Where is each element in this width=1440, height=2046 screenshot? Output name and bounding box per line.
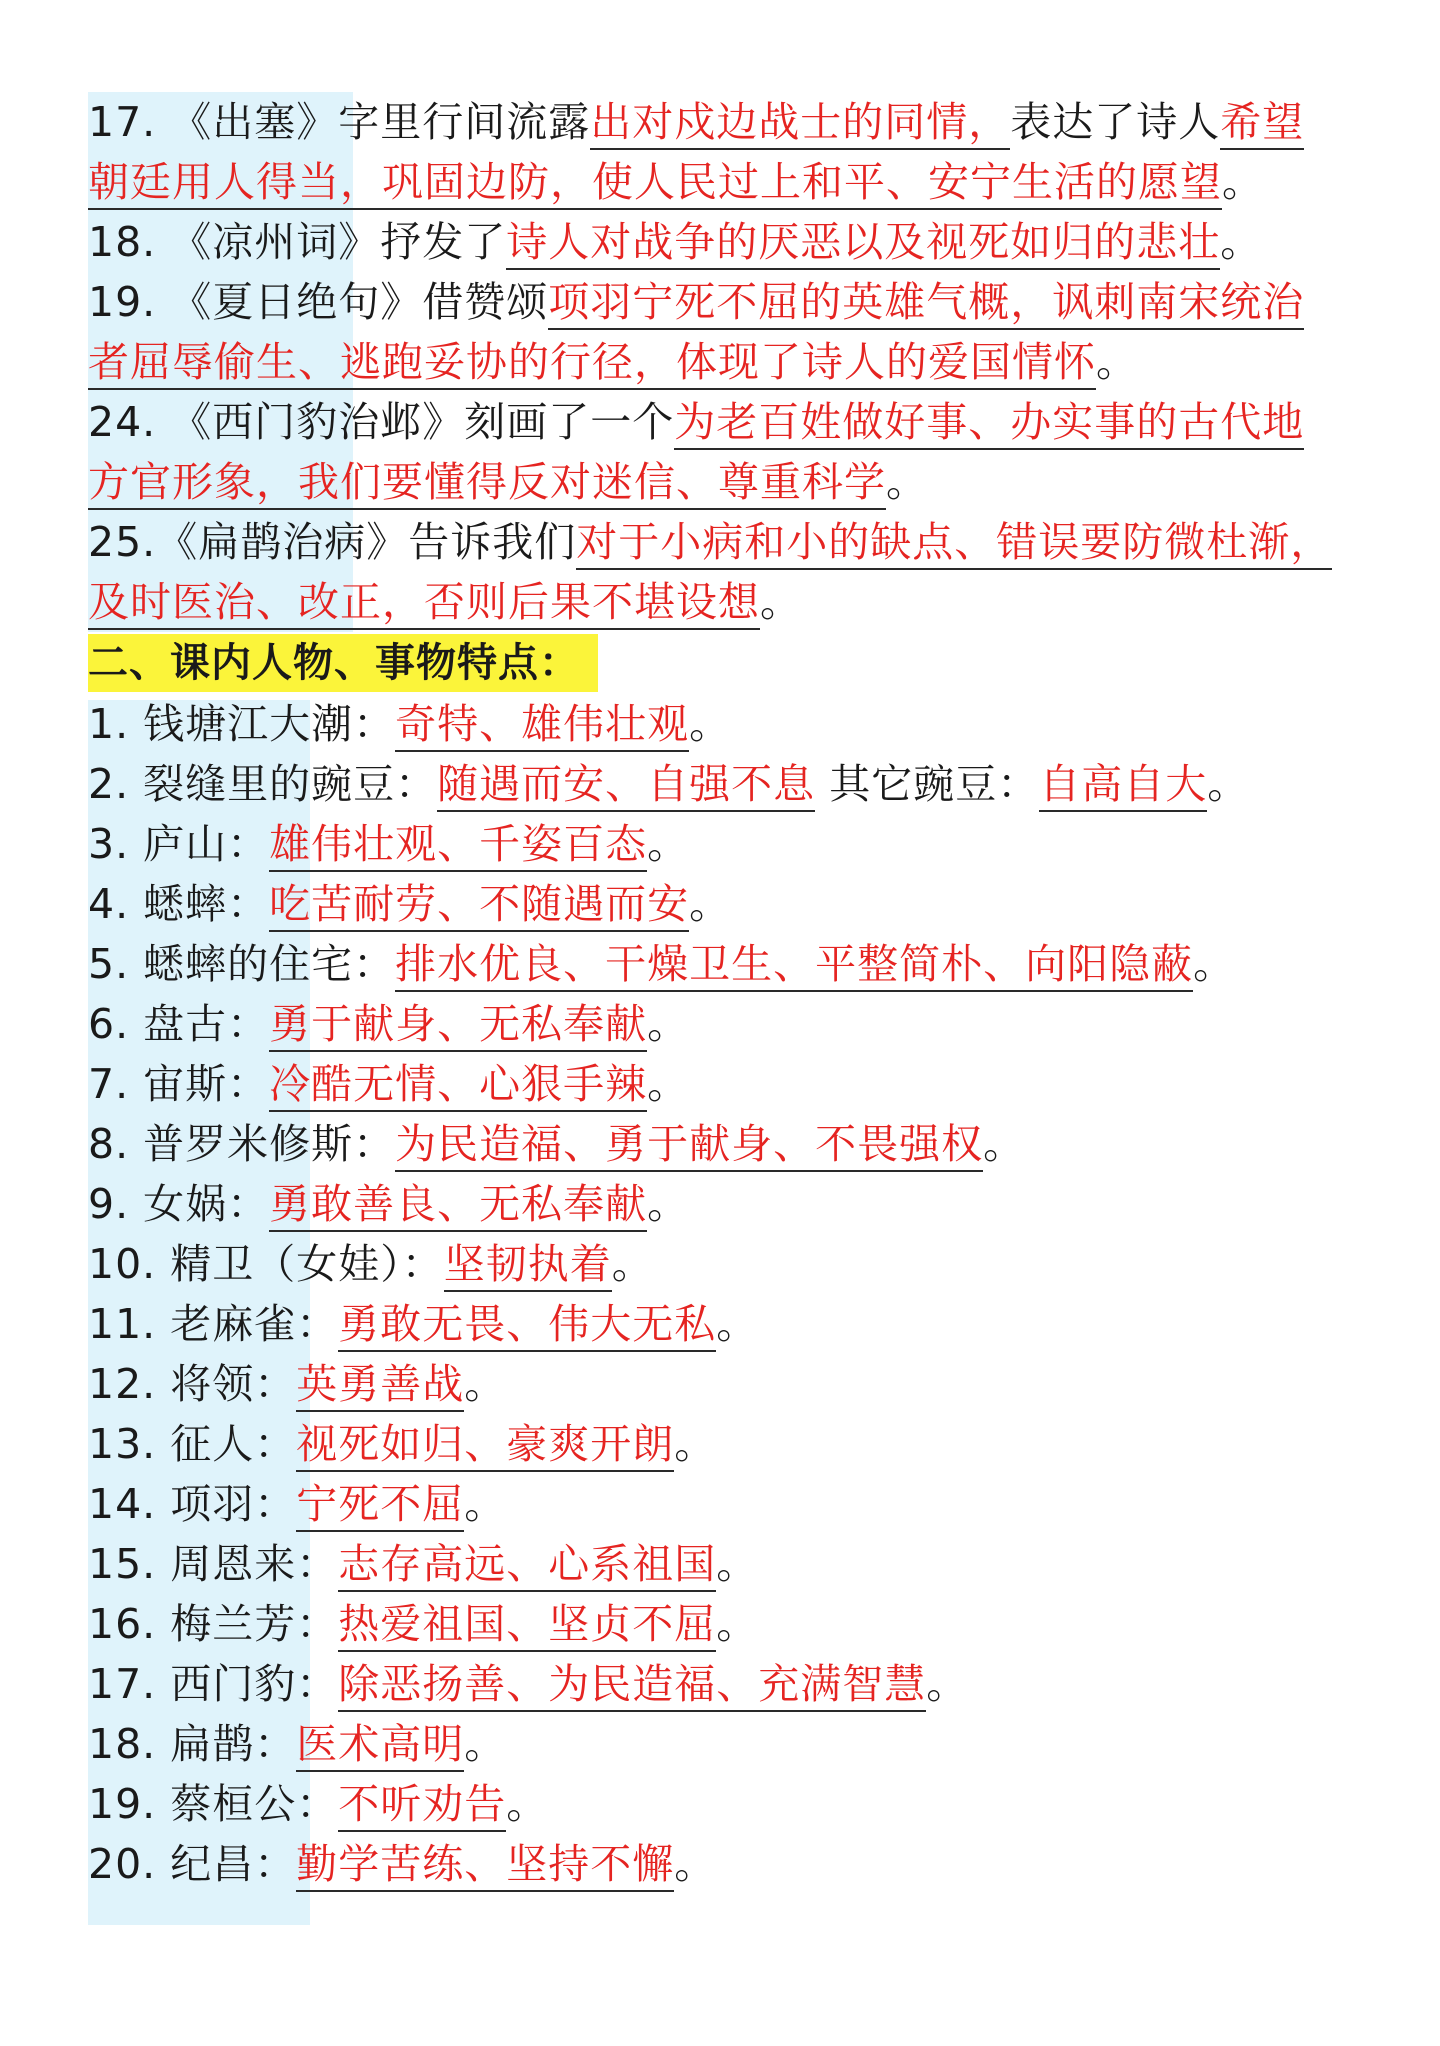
item-number: 13. <box>88 1420 157 1468</box>
item-label: 庐山： <box>143 820 270 868</box>
item-number: 5. <box>88 940 130 988</box>
item-25-line1: 25.《扁鹊治病》告诉我们对于小病和小的缺点、错误要防微杜渐， <box>88 512 1368 572</box>
period: 。 <box>716 1600 759 1648</box>
answer: 排水优良、干燥卫生、平整简朴、向阳隐蔽 <box>395 940 1193 992</box>
list-item <box>88 994 1368 1054</box>
answer: 勇于献身、无私奉献 <box>269 1000 647 1052</box>
period: 。 <box>926 1660 969 1708</box>
item-label: 其它豌豆： <box>829 760 1040 808</box>
characteristics-list <box>88 694 1368 1894</box>
item-number: 3. <box>88 820 130 868</box>
list-item <box>88 814 1368 874</box>
item-number: 18. <box>88 1720 157 1768</box>
list-item <box>88 1774 1368 1834</box>
period: 。 <box>1193 940 1236 988</box>
item-label: 精卫（女娃）： <box>170 1240 444 1288</box>
period: 。 <box>464 1720 507 1768</box>
item-25-line2: 及时医治、改正，否则后果不堪设想。 <box>88 572 1368 632</box>
item-label: 宙斯： <box>143 1060 270 1108</box>
item-label: 盘古： <box>143 1000 270 1048</box>
item-label: 将领： <box>170 1360 297 1408</box>
item-label: 征人： <box>170 1420 297 1468</box>
answer: 自高自大 <box>1039 760 1207 812</box>
period: 。 <box>716 1300 759 1348</box>
item-number: 14. <box>88 1480 157 1528</box>
item-number: 8. <box>88 1120 130 1168</box>
answer: 随遇而安、自强不息 <box>437 760 815 812</box>
answer: 宁死不屈 <box>296 1480 464 1532</box>
list-item <box>88 1534 1368 1594</box>
answer: 诗人对战争的厌恶以及视死如归的悲壮 <box>506 218 1220 270</box>
answer: 出对戍边战士的同情， <box>590 98 1010 150</box>
answer: 除恶扬善、为民造福、充满智慧 <box>338 1660 926 1712</box>
list-item <box>88 1234 1368 1294</box>
answer: 为民造福、勇于献身、不畏强权 <box>395 1120 983 1172</box>
answer: 不听劝告 <box>338 1780 506 1832</box>
period: 。 <box>647 1180 690 1228</box>
list-item <box>88 1174 1368 1234</box>
answer: 朝廷用人得当，巩固边防，使人民过上和平、安宁生活的愿望 <box>88 158 1222 210</box>
item-label: 西门豹： <box>170 1660 339 1708</box>
answer: 热爱祖国、坚贞不屈 <box>338 1600 716 1652</box>
item-label: 老麻雀： <box>170 1300 339 1348</box>
list-item <box>88 1594 1368 1654</box>
answer: 奇特、雄伟壮观 <box>395 700 689 752</box>
answer: 视死如归、豪爽开朗 <box>296 1420 674 1472</box>
item-19-line2: 者屈辱偷生、逃跑妥协的行径，体现了诗人的爱国情怀。 <box>88 332 1368 392</box>
item-label: 蟋蟀： <box>143 880 270 928</box>
item-label: 梅兰芳： <box>170 1600 339 1648</box>
period: 。 <box>716 1540 759 1588</box>
period: 。 <box>464 1480 507 1528</box>
answer: 对于小病和小的缺点、错误要防微杜渐， <box>576 518 1332 570</box>
item-24-line1: 24. 《西门豹治邺》刻画了一个为老百姓做好事、办实事的古代地 <box>88 392 1368 452</box>
item-label: 钱塘江大潮： <box>143 700 396 748</box>
list-item <box>88 1114 1368 1174</box>
item-18: 18. 《凉州词》抒发了诗人对战争的厌恶以及视死如归的悲壮。 <box>88 212 1368 272</box>
item-17-line1: 17. 《出塞》字里行间流露出对戍边战士的同情，表达了诗人希望 <box>88 92 1368 152</box>
list-item <box>88 1834 1368 1894</box>
item-label: 普罗米修斯： <box>143 1120 396 1168</box>
item-number: 11. <box>88 1300 157 1348</box>
item-number: 20. <box>88 1840 157 1888</box>
answer: 及时医治、改正，否则后果不堪设想 <box>88 578 760 630</box>
document-page <box>88 92 1368 1894</box>
item-label: 蟋蟀的住宅： <box>143 940 396 988</box>
item-number: 6. <box>88 1000 130 1048</box>
answer: 项羽宁死不屈的英雄气概，讽刺南宋统治 <box>548 278 1304 330</box>
item-24-line2: 方官形象，我们要懂得反对迷信、尊重科学。 <box>88 452 1368 512</box>
answer: 坚韧执着 <box>444 1240 612 1292</box>
item-number: 9. <box>88 1180 130 1228</box>
list-item <box>88 1474 1368 1534</box>
answer: 医术高明 <box>296 1720 464 1772</box>
answer: 英勇善战 <box>296 1360 464 1412</box>
item-number: 17. <box>88 1660 157 1708</box>
item-17-line2: 朝廷用人得当，巩固边防，使人民过上和平、安宁生活的愿望。 <box>88 152 1368 212</box>
answer: 勤学苦练、坚持不懈 <box>296 1840 674 1892</box>
period: 。 <box>611 1240 654 1288</box>
answer: 希望 <box>1220 98 1304 150</box>
item-label: 女娲： <box>143 1180 270 1228</box>
list-item <box>88 1654 1368 1714</box>
period: 。 <box>674 1840 717 1888</box>
item-number: 10. <box>88 1240 157 1288</box>
period: 。 <box>647 1000 690 1048</box>
item-number: 2. <box>88 760 130 808</box>
answer: 勇敢善良、无私奉献 <box>269 1180 647 1232</box>
period: 。 <box>983 1120 1026 1168</box>
period: 。 <box>464 1360 507 1408</box>
period: 。 <box>689 700 732 748</box>
list-item <box>88 694 1368 754</box>
section-heading: 二、课内人物、事物特点： <box>88 634 598 692</box>
item-number: 16. <box>88 1600 157 1648</box>
list-item <box>88 934 1368 994</box>
period: 。 <box>674 1420 717 1468</box>
answer: 方官形象，我们要懂得反对迷信、尊重科学 <box>88 458 886 510</box>
answer: 为老百姓做好事、办实事的古代地 <box>674 398 1304 450</box>
period: 。 <box>647 820 690 868</box>
period: 。 <box>647 1060 690 1108</box>
list-item <box>88 1054 1368 1114</box>
list-item <box>88 1414 1368 1474</box>
item-number: 15. <box>88 1540 157 1588</box>
list-item <box>88 1354 1368 1414</box>
answer: 吃苦耐劳、不随遇而安 <box>269 880 689 932</box>
item-label: 裂缝里的豌豆： <box>143 760 438 808</box>
list-item <box>88 1294 1368 1354</box>
item-label: 纪昌： <box>170 1840 297 1888</box>
answer: 雄伟壮观、千姿百态 <box>269 820 647 872</box>
answer: 勇敢无畏、伟大无私 <box>338 1300 716 1352</box>
item-number: 12. <box>88 1360 157 1408</box>
period: 。 <box>506 1780 549 1828</box>
list-item <box>88 874 1368 934</box>
item-label: 项羽： <box>170 1480 297 1528</box>
item-number: 4. <box>88 880 130 928</box>
item-label: 扁鹊： <box>170 1720 297 1768</box>
item-number: 7. <box>88 1060 130 1108</box>
item-label: 蔡桓公： <box>170 1780 339 1828</box>
list-item <box>88 754 1368 814</box>
item-number: 19. <box>88 1780 157 1828</box>
answer: 志存高远、心系祖国 <box>338 1540 716 1592</box>
answer: 者屈辱偷生、逃跑妥协的行径，体现了诗人的爱国情怀 <box>88 338 1096 390</box>
answer: 冷酷无情、心狠手辣 <box>269 1060 647 1112</box>
period: 。 <box>1207 760 1250 808</box>
item-label: 周恩来： <box>170 1540 339 1588</box>
period: 。 <box>689 880 732 928</box>
item-number: 1. <box>88 700 130 748</box>
list-item <box>88 1714 1368 1774</box>
item-19-line1: 19. 《夏日绝句》借赞颂项羽宁死不屈的英雄气概，讽刺南宋统治 <box>88 272 1368 332</box>
